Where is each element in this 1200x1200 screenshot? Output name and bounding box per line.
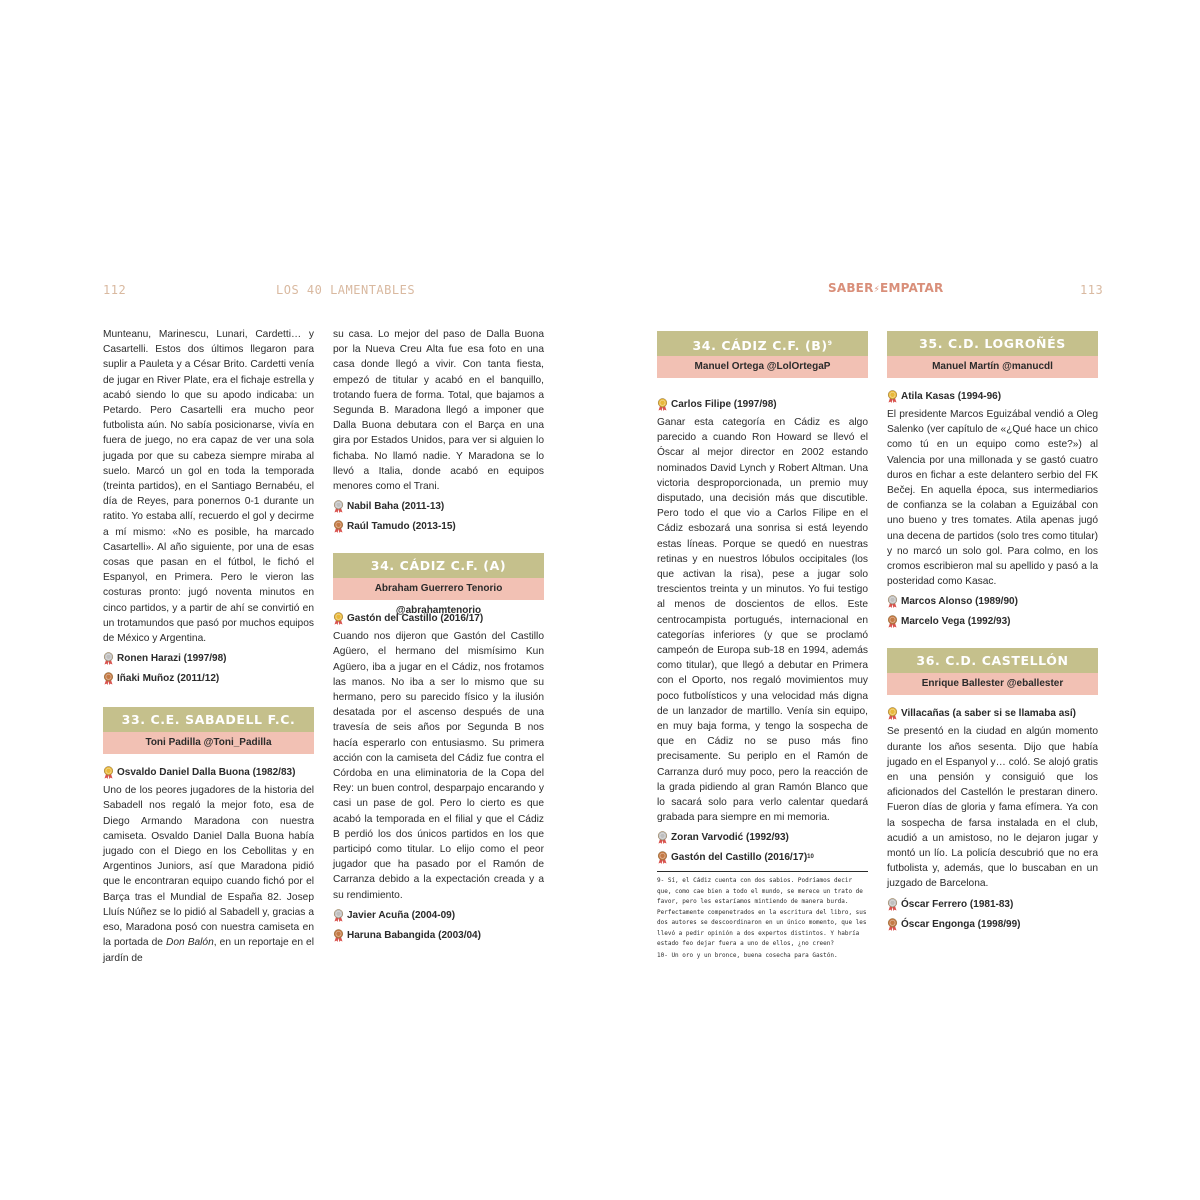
running-title: LOS 40 LAMENTABLES [276,283,416,297]
player-name: Nabil Baha (2011-13) [347,501,445,513]
left-column-2 [333,327,544,943]
silver-medal-icon [333,500,344,513]
silver-medal-icon [887,898,898,911]
silver-medal-icon [657,831,668,844]
runner-up-silver [103,651,314,666]
footnote: 10- Un oro y un bronce, buena cosecha para Gastón. [657,952,838,960]
runner-up-silver [887,594,1098,609]
player-name: Javier Acuña (2004-09) [347,909,456,921]
player-name: Marcelo Vega (1992/93) [901,616,1011,628]
player-name: Gastón del Castillo (2016/17) [671,852,808,864]
player-name: Óscar Ferrero (1981-83) [901,898,1014,910]
page-number-right: 113 [1080,283,1104,297]
runner-up-bronze [657,850,868,865]
runner-up-bronze [887,614,1098,629]
silver-medal-icon [103,652,114,665]
player-name: Iñaki Muñoz (2011/12) [117,673,220,685]
silver-medal-icon [333,909,344,922]
gold-medal-icon [103,766,114,779]
publisher-logo: SABER⚡EMPATAR [828,281,944,295]
right-column-2 [887,331,1098,932]
runner-up-bronze [887,917,1098,932]
silver-medal-icon [887,595,898,608]
body-text: Ganar esta categoría en Cádiz es algo parecido a cuando Ron Howard se llevó el Óscar al mejor director en 2002 estando nominados David Lynch y Robert Altman. Una victoria desproporcionada, un premio muy disputado, una decisión más que discutible. Pero todo el que vio a Carlos Filipe en el Cádiz esbozará una sonrisa si está leyendo estas líneas. Porque se quedó en nuestras retinas y en nuestros lóbulos occipitales (los que activan la risa), pese a jugar solo trescientos treinta y un minutos. Yo fui testigo al menos de doscientos de ellos. Este centrocampista portugués, internacional en categorías inferiores (y que se proclamó campeón de Europa sub-18 en 1994, además como titular), que llegó a debutar en Primera con el Oporto, nos regaló movimientos muy poco futbolísticos y una velocidad más digna de un lanzador de martillo. Venía sin equipo, en muy baja forma, y tengo la sospecha de que en Cádiz no se puso más fino precisamente. Su periplo en el Ramón de Carranza duró muy poco, pero la reacción de la grada pidiendo al gran Ramón Blanco que lo sacará solo para verlo calentar quedará grabada para siempre en mi memoria. [657,417,868,824]
bronze-medal-icon [657,851,668,864]
page-number-left: 112 [103,283,127,297]
player-name: Atila Kasas (1994-96) [901,391,1002,402]
gold-medal-icon [333,612,344,625]
player-name: Raúl Tamudo (2013-15) [347,521,456,533]
gold-medal-icon [657,398,668,411]
body-text: Uno de los peores jugadores de la historia del Sabadell nos regaló la mejor foto, esa de Diego Armando Maradona con nuestra camiseta. Osvaldo Daniel Dalla Buona había jugado con el Diego en los Cebollitas y en Argentinos Juniors, así que Maradona pidió que le encontraran equipo cuando fichó por el Barça tras el Mundial de España 82. Josep Lluís Núñez se lo pidió al Sabadell y, gracias a eso, Maradona posó con nuestra camiseta en la portada de Don Balón, en un reportaje en el jardín de [103,785,314,964]
bronze-medal-icon [887,615,898,628]
gold-medal-icon [887,707,898,720]
section-author: Enrique Ballester @eballester [887,673,1098,695]
player-name: Óscar Engonga (1998/99) [901,918,1021,930]
runner-up-bronze [103,671,314,686]
gold-medal-icon [887,390,898,403]
footnote-divider [657,871,868,872]
section-title: 36. C.D. CASTELLÓN [887,648,1098,673]
section-title: 34. CÁDIZ C.F. (A) [333,553,544,578]
footnote-ref: 10 [807,854,814,861]
section-author: Toni Padilla @Toni_Padilla [103,732,314,754]
footnote-ref: 9 [827,340,833,347]
winner-gold [887,706,1098,721]
bronze-medal-icon [103,672,114,685]
winner-gold [103,765,314,780]
winner-gold [333,611,544,626]
section-title: 33. C.E. SABADELL F.C. [103,707,314,732]
runner-up-silver [657,830,868,845]
bronze-medal-icon [333,520,344,533]
right-column-1 [657,331,868,962]
player-name: Marcos Alonso (1989/90) [901,596,1018,608]
body-text: Cuando nos dijeron que Gastón del Castillo Agüero, el hermano del mismísimo Kun Agüero, iba a jugar en el Cádiz, nos frotamos las manos. No iba a ser lo mismo que su hermano, pero su parecido físico y la ilusión desatada por el ascenso después de una travesía de seis años por Segunda B nos hacía esperarlo con entusiasmo. Su primera acción con la camiseta del Cádiz fue contra el Córdoba en una eliminatoria de la Copa del Rey: un buen control, desparpajo encarando y casi un pase de gol. Pero lo cierto es que acabó la temporada en el filial y que el Cádiz B perdió los dos únicos partidos en los que participó como titular. Lo elijo como el peor jugador que ha pasado por el Ramón de Carranza debido a la expectación creada y a su rendimiento. [333,631,544,901]
body-text: su casa. Lo mejor del paso de Dalla Buona por la Nueva Creu Alta fue esa foto en una casa donde llegó a vivir. Con tanta fiesta, empezó de titular y acabó en el banquillo, trotando fuera de forma. Total, que bajamos a Segunda B. Maradona llegó a imponer que Dalla Buona debutara con el Barça en una gira por Estados Unidos, para ver si alguien lo fichaba. No llamó nadie. Y Maradona se lo llevó a Italia, donde acabó en equipos menores como el Trani. [333,329,544,493]
player-name: Zoran Varvodić (1992/93) [671,832,789,844]
body-text: El presidente Marcos Eguizábal vendió a Oleg Salenko (ver capítulo de «¿Qué hace un chico como tú en un equipo como este?») al Valencia por una millonada y se gastó cuatro duros en fichar a este delantero serbio del FK Bečej. En aquella época, sus intermediarios de confianza se la colaban a Eguizábal con uno bueno y tres tomates. Atila apenas jugó una decena de partidos (solo tres como titular) y no marcó un solo gol. Para colmo, en los cromos escribieron mal su apellido y pasó a la posteridad como Kasac. [887,409,1098,588]
bronze-medal-icon [333,929,344,942]
player-name: Villacañas (a saber si se llamaba así) [901,708,1076,720]
runner-up-bronze [333,928,544,943]
player-name: Osvaldo Daniel Dalla Buona (1982/83) [117,767,296,779]
section-author: Manuel Ortega @LolOrtegaP [657,356,868,378]
player-name: Gastón del Castillo (2016/17) [347,613,484,625]
body-text: Munteanu, Marinescu, Lunari, Cardetti… y Casartelli. Estos dos últimos llegaron para suplir a Pauleta y a César Brito. Cardetti venía de jugar en River Plate, era el fichaje estrella y acabó siendo lo que su apodo indicaba: un Petardo. Pero Casartelli era mucho peor futbolista aún. No sabía posicionarse, vivía en fuera de juego, no era capaz de ver una sola jugada por que su cabeza siempre miraba al suelo. Marcó un gol en toda la temporada (treinta partidos), en el Santiago Bernabéu, el día de Reyes, para ponernos 0-1 durante un ratito. Yo estaba allí, recuerdo el gol y decirme a mí mismo: «No es posible, ha marcado Casartelli». Al año siguiente, por una de esas cosas que pasan en el fútbol, le fichó el Espanyol, en Primera. Pero le vieron las costuras pronto: jugó noventa minutos en cinco partidos, y a partir de ahí se convirtió en un trotamundos que pasó por muchos equipos de México y Argentina. [103,329,314,645]
runner-up-silver [333,499,544,514]
runner-up-bronze [333,519,544,534]
player-name: Ronen Harazi (1997/98) [117,653,227,665]
section-title: 35. C.D. LOGROÑÉS [887,331,1098,356]
player-name: Haruna Babangida (2003/04) [347,929,481,941]
body-text: Se presentó en la ciudad en algún momento durante los años sesenta. Dijo que había jugado en el Espanyol y… coló. Se alojó gratis en una pensión y consiguió que los aficionados del Castellón le prestaran dinero. Fueron días de gloria y fama efímera. Ya con la sospecha de farsa instalada en el club, acudió a un amistoso, no le dejaron jugar y montó un lío. La policía descubrió que no era futbolista y, además, que lo buscaban en un juzgado de Barcelona. [887,726,1098,890]
section-author: Manuel Martín @manucdl [887,356,1098,378]
left-column-1 [103,327,314,966]
winner-gold [887,389,1098,404]
section-title: 34. CÁDIZ C.F. $(B)^9$ [657,331,868,356]
section-author: Abraham Guerrero Tenorio @abrahamtenorio [333,578,544,600]
runner-up-silver [333,908,544,923]
bronze-medal-icon [887,918,898,931]
winner-gold [657,397,868,412]
footnote: 9- Sí, el Cádiz cuenta con dos sabios. Podríamos decir que, como cae bien a todo el mundo, se merece un trato de favor, pero les estaríamos mintiendo de manera burda. Perfectamente compenetrados en la escritura del libro, sus dos autores se descoordinaron en un único momento, que les llevó a pedir opinión a dos expertos distintos. Y habría estado feo dejar fuera a uno de ellos, ¿no creen? [657,877,867,947]
player-name: Carlos Filipe (1997/98) [671,399,777,410]
runner-up-silver [887,897,1098,912]
